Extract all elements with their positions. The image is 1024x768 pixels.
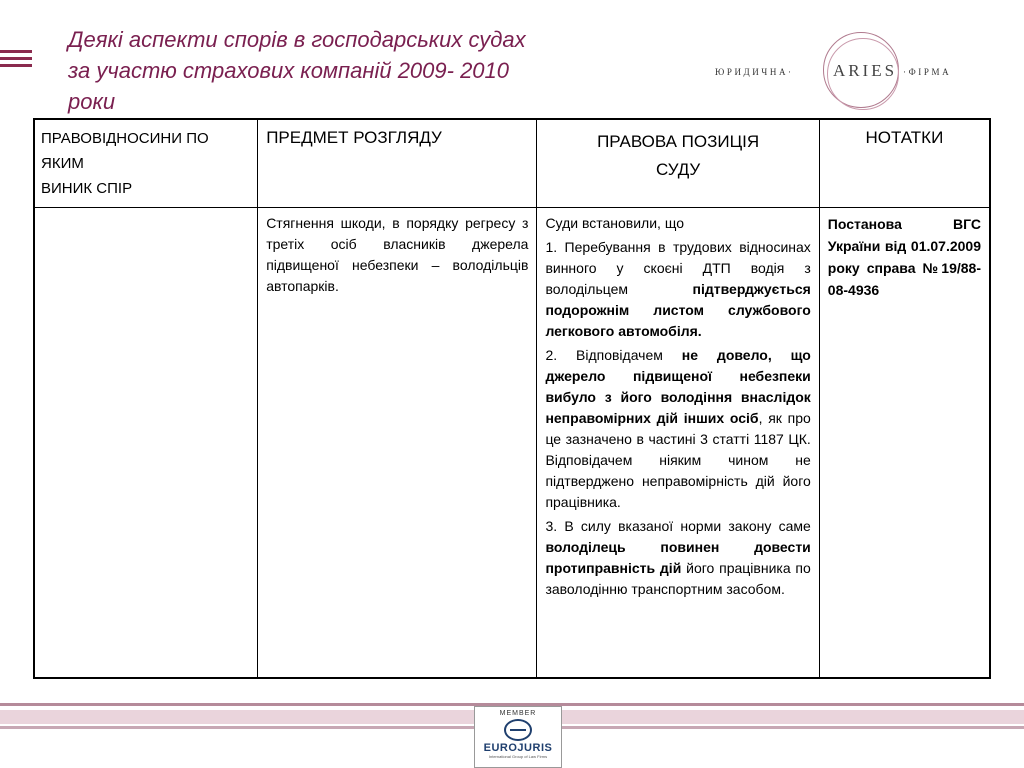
position-intro: Суди встановили, що [545,215,684,231]
logo-right-text: ·ФІРМА [903,67,952,77]
point-2-bold: не довело, що джерело підвищеної небезпеки вибуло з його володіння внаслідок неправомірних дій інших осіб [545,347,811,426]
decorative-stripes [0,50,32,71]
cell-court-position [537,208,819,678]
point-3-end: його працівника по заволодінню транспортним засобом. [545,560,811,597]
point-1-bold: підтверджується подорожнім листом службового легкового автомобіля. [545,281,811,339]
logo-brand: ARIES [832,61,898,80]
header-col3-line1: ПРАВОВА ПОЗИЦІЯ [597,132,760,151]
header-notes: НОТАТКИ [819,119,990,208]
point-2-end: , як про це зазначено в частині 3 статті 1187 ЦК. Відповідачем ніяким чином не підтверджено неправомірність дій його працівника. [545,410,811,510]
aries-logo [715,30,975,110]
cell-legal-relations [34,208,258,678]
eurojuris-member-logo [474,706,562,768]
member-brand: EUROJURIS [483,742,553,754]
table-header-row [34,119,990,208]
position-point-2 [545,345,810,513]
header-col1-line1: ПРАВОВІДНОСИНИ ПО ЯКИМ [41,130,209,172]
member-subtitle: International Group of Law Firms [488,754,548,759]
header-col3-line2: СУДУ [655,160,701,179]
cell-subject: Стягнення шкоди, в порядку регресу з третіх осіб власників джерела підвищеної небезпеки – володільців автопарків. [258,208,537,678]
position-point-3 [545,516,810,600]
table-row [34,208,990,678]
point-1-text: 1. Перебування в трудових відносинах винного у скоєні ДТП водія з володільцем [545,239,811,297]
page-title [68,24,668,117]
member-label: MEMBER [499,710,537,717]
header-col1-line2: ВИНИК СПІР [41,180,133,197]
header-subject: ПРЕДМЕТ РОЗГЛЯДУ [258,119,537,208]
title-line-1: Деякі аспекти спорів в господарських судах [68,27,526,52]
header-legal-relations [34,119,258,208]
header-court-position [537,119,819,208]
title-line-3: роки [68,89,116,114]
disputes-table [33,118,991,679]
point-2-start: 2. Відповідачем [545,347,682,363]
point-3-start: 3. В силу вказаної норми закону саме [545,518,811,534]
cell-notes: Постанова ВГС України від 01.07.2009 року справа №19/88-08-4936 [819,208,990,678]
eurojuris-emblem-icon [504,719,532,741]
position-point-1 [545,237,810,342]
point-3-bold: володілець повинен довести протиправність дій [545,539,811,576]
title-line-2: за участю страхових компаній 2009- 2010 [68,58,510,83]
logo-left-text: ЮРИДИЧНА· [715,67,794,77]
